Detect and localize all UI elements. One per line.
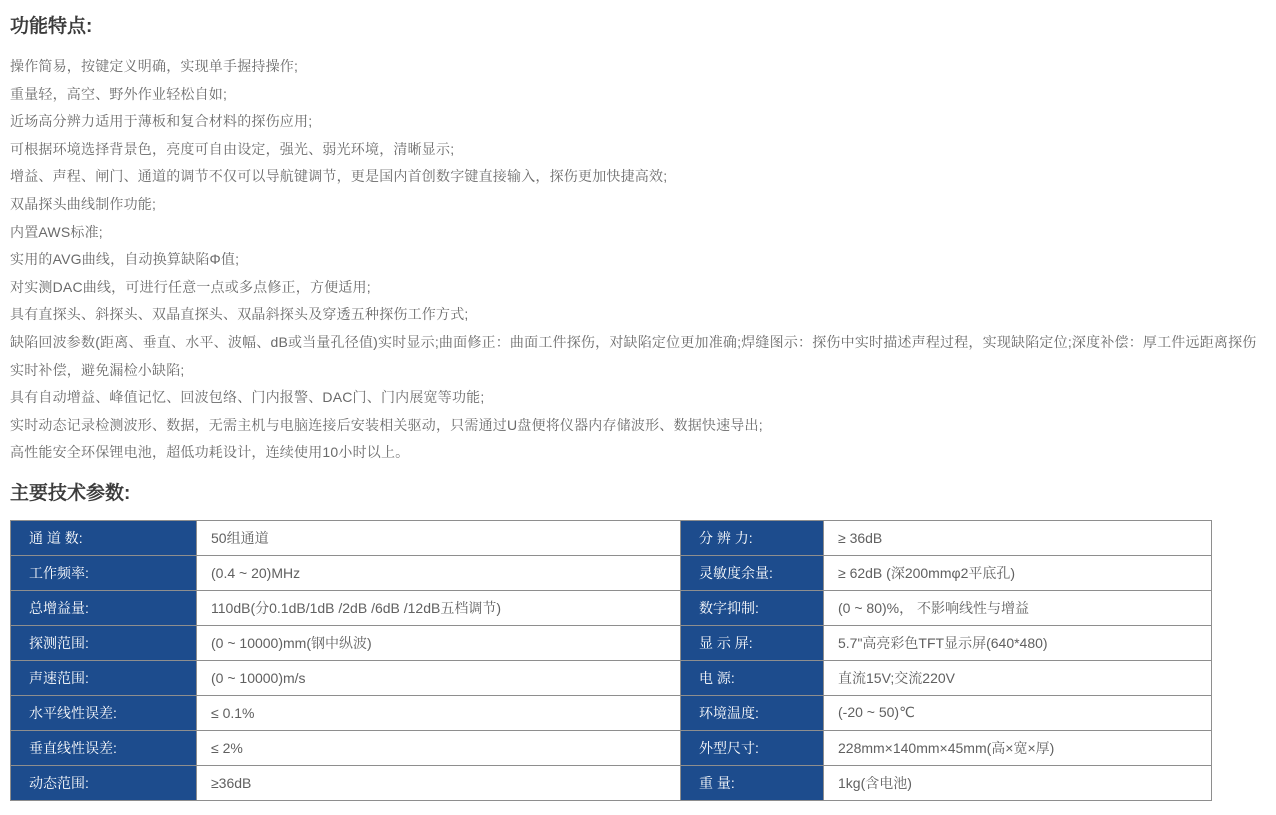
feature-line: 可根据环境选择背景色，亮度可自由设定，强光、弱光环境，清晰显示; xyxy=(10,140,455,157)
spec-label: 显 示 屏: xyxy=(681,625,824,660)
spec-label: 灵敏度余量: xyxy=(681,555,824,590)
spec-row xyxy=(11,765,1212,800)
spec-value: ≤ 0.1% xyxy=(197,695,681,730)
spec-label: 分 辨 力: xyxy=(681,520,824,555)
spec-label: 水平线性误差: xyxy=(11,695,197,730)
spec-label: 动态范围: xyxy=(11,765,197,800)
specs-heading: 主要技术参数: xyxy=(10,482,131,504)
spec-label: 总增益量: xyxy=(11,590,197,625)
spec-value: (-20 ~ 50)℃ xyxy=(824,695,1212,730)
feature-line: 近场高分辨力适用于薄板和复合材料的探伤应用; xyxy=(10,113,313,130)
spec-label: 工作频率: xyxy=(11,555,197,590)
spec-value: (0 ~ 10000)mm(钢中纵波) xyxy=(197,625,681,660)
spec-label: 电 源: xyxy=(681,660,824,695)
feature-line: 缺陷回波参数(距离、垂直、水平、波幅、dB或当量孔径值)实时显示;曲面修正：曲面工件探伤，对缺陷定位更加准确;焊缝图示：探伤中实时描述声程过程，实现缺陷定位;深度补偿：厚工件远距离探伤实时补偿，避免漏检小缺陷; xyxy=(10,333,1257,378)
spec-value: ≤ 2% xyxy=(197,730,681,765)
spec-value: 直流15V;交流220V xyxy=(824,660,1212,695)
feature-line: 对实测DAC曲线，可进行任意一点或多点修正，方便适用; xyxy=(10,278,371,295)
features-list xyxy=(10,53,1266,467)
spec-value: ≥36dB xyxy=(197,765,681,800)
spec-label: 探测范围: xyxy=(11,625,197,660)
spec-row xyxy=(11,625,1212,660)
spec-row xyxy=(11,730,1212,765)
spec-value: 5.7"高亮彩色TFT显示屏(640*480) xyxy=(824,625,1212,660)
feature-line: 实用的AVG曲线，自动换算缺陷Φ值; xyxy=(10,251,240,268)
spec-row xyxy=(11,555,1212,590)
spec-value: 50组通道 xyxy=(197,520,681,555)
spec-value: 228mm×140mm×45mm(高×宽×厚) xyxy=(824,730,1212,765)
spec-value: 1kg(含电池) xyxy=(824,765,1212,800)
spec-value: (0.4 ~ 20)MHz xyxy=(197,555,681,590)
feature-line: 重量轻，高空、野外作业轻松自如; xyxy=(10,85,228,102)
spec-row xyxy=(11,695,1212,730)
spec-label: 外型尺寸: xyxy=(681,730,824,765)
specs-table xyxy=(10,520,1212,801)
spec-value: 110dB(分0.1dB/1dB /2dB /6dB /12dB五档调节) xyxy=(197,590,681,625)
feature-line: 具有直探头、斜探头、双晶直探头、双晶斜探头及穿透五种探伤工作方式; xyxy=(10,306,469,323)
spec-value: ≥ 62dB (深200mmφ2平底孔) xyxy=(824,555,1212,590)
spec-label: 重 量: xyxy=(681,765,824,800)
feature-line: 内置AWS标准; xyxy=(10,223,103,240)
feature-line: 增益、声程、闸门、通道的调节不仅可以导航键调节，更是国内首创数字键直接输入，探伤更加快捷高效; xyxy=(10,168,668,185)
spec-label: 数字抑制: xyxy=(681,590,824,625)
spec-value: ≥ 36dB xyxy=(824,520,1212,555)
feature-line: 高性能安全环保锂电池，超低功耗设计，连续使用10小时以上。 xyxy=(10,444,410,461)
spec-value: (0 ~ 80)%， 不影响线性与增益 xyxy=(824,590,1212,625)
feature-line: 操作简易，按键定义明确，实现单手握持操作; xyxy=(10,58,299,74)
feature-line: 具有自动增益、峰值记忆、回波包络、门内报警、DAC门、门内展宽等功能; xyxy=(10,389,485,406)
spec-row xyxy=(11,660,1212,695)
feature-line: 实时动态记录检测波形、数据，无需主机与电脑连接后安装相关驱动，只需通过U盘便将仪器内存储波形、数据快速导出; xyxy=(10,416,763,433)
spec-label: 声速范围: xyxy=(11,660,197,695)
features-heading: 功能特点: xyxy=(10,16,93,37)
spec-label: 垂直线性误差: xyxy=(11,730,197,765)
feature-line: 双晶探头曲线制作功能; xyxy=(10,195,157,212)
spec-row xyxy=(11,520,1212,555)
spec-value: (0 ~ 10000)m/s xyxy=(197,660,681,695)
spec-label: 环境温度: xyxy=(681,695,824,730)
spec-label: 通 道 数: xyxy=(11,520,197,555)
spec-row xyxy=(11,590,1212,625)
